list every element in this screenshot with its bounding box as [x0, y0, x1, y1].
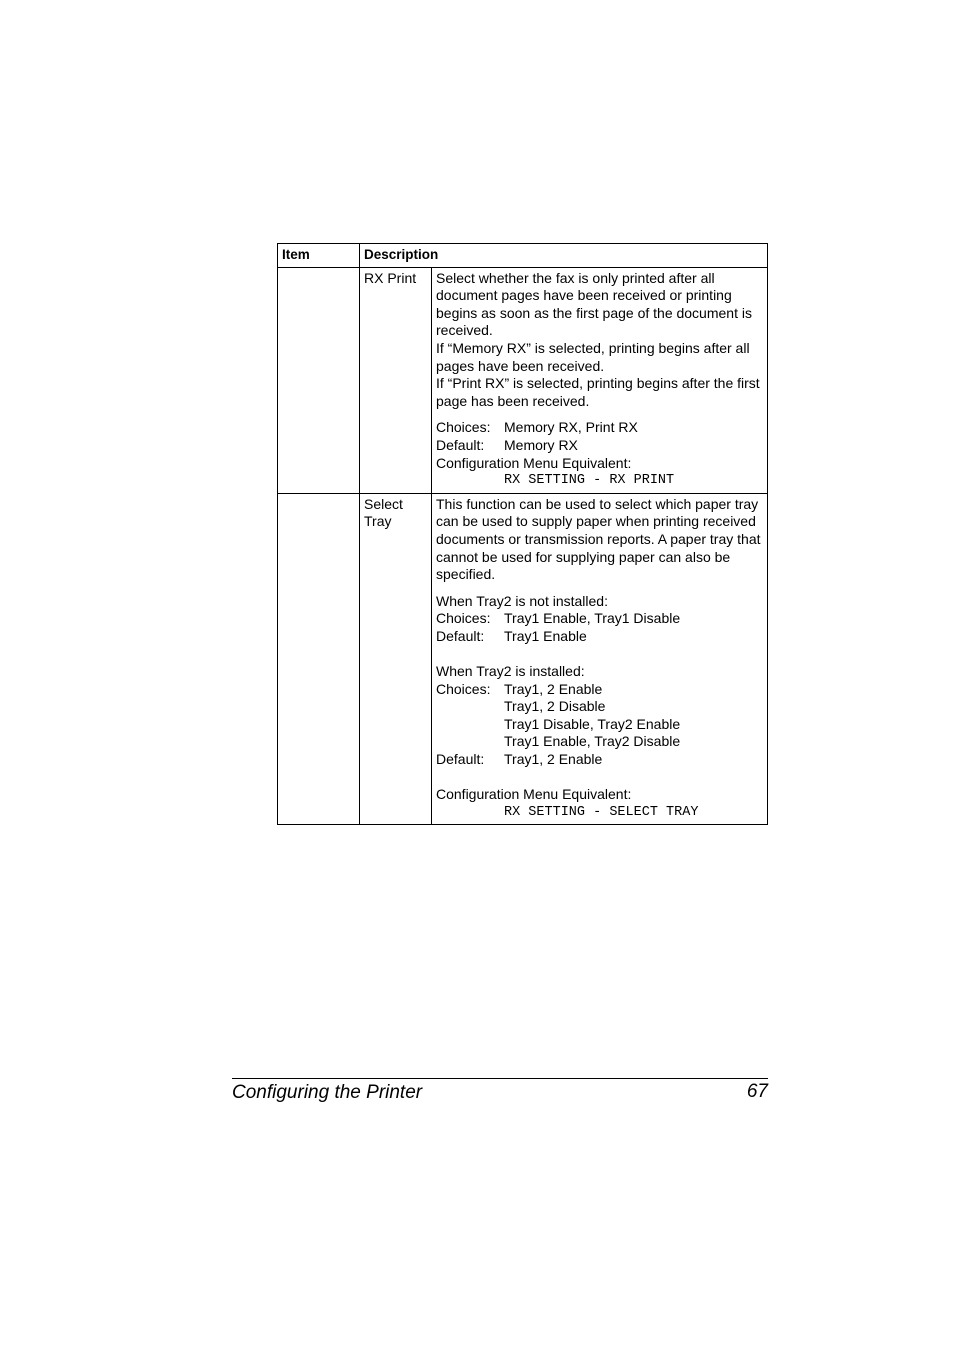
header-description: Description [360, 244, 768, 268]
choices-label: Choices: [436, 419, 491, 436]
choices-line [436, 419, 763, 437]
default-line [436, 437, 763, 455]
description-text: Select whether the fax is only printed after all document pages have been received or printing begins as soon as the first page of the document is received. [436, 269, 752, 339]
default-value: Tray1 Enable [504, 627, 587, 644]
not-installed-heading: When Tray2 is not installed: [436, 592, 608, 609]
choices-value: Tray1 Disable, Tray2 Enable [504, 715, 681, 732]
default-value: Tray1, 2 Enable [504, 751, 603, 768]
choices-label: Choices: [436, 680, 491, 697]
config-label: Configuration Menu Equivalent: [436, 454, 632, 471]
config-value: RX SETTING - RX PRINT [504, 473, 675, 489]
row-description [432, 267, 768, 493]
row-item-label: RX Print [360, 267, 432, 493]
choices-line [436, 610, 763, 628]
header-item: Item [278, 244, 360, 268]
description-text: If “Memory RX” is selected, printing begins after all pages have been received. [436, 339, 750, 374]
config-value: RX SETTING - SELECT TRAY [504, 804, 699, 820]
footer-title: Configuring the Printer [232, 1082, 423, 1103]
choices-label: Choices: [436, 610, 491, 627]
table-header-row [278, 244, 768, 268]
row-item-label: Select Tray [360, 493, 432, 825]
config-label: Configuration Menu Equivalent: [436, 786, 632, 803]
table-row [278, 267, 768, 493]
choices-value: Tray1, 2 Disable [504, 698, 606, 715]
choices-line [436, 681, 763, 699]
row-group-cell [278, 493, 360, 825]
footer-rule [232, 1078, 768, 1079]
default-label: Default: [436, 436, 485, 453]
default-line [436, 751, 763, 769]
table-row [278, 493, 768, 825]
default-label: Default: [436, 751, 485, 768]
choices-value: Tray1 Enable, Tray2 Disable [504, 733, 681, 750]
choices-value: Memory RX, Print RX [504, 419, 638, 436]
choices-value: Tray1 Enable, Tray1 Disable [504, 610, 681, 627]
row-group-cell [278, 267, 360, 493]
page-number: 67 [746, 1081, 768, 1102]
choices-value: Tray1, 2 Enable [504, 680, 603, 697]
settings-table [277, 243, 768, 825]
default-line [436, 628, 763, 646]
default-label: Default: [436, 627, 485, 644]
row-description [432, 493, 768, 825]
description-text: This function can be used to select which paper tray can be used to supply paper when printing received documents or transmission reports. A paper tray that cannot be used for supplying paper can also be specified. [436, 495, 761, 583]
description-text: If “Print RX” is selected, printing begins after the first page has been received. [436, 375, 760, 409]
default-value: Memory RX [504, 436, 578, 453]
installed-heading: When Tray2 is installed: [436, 663, 585, 680]
